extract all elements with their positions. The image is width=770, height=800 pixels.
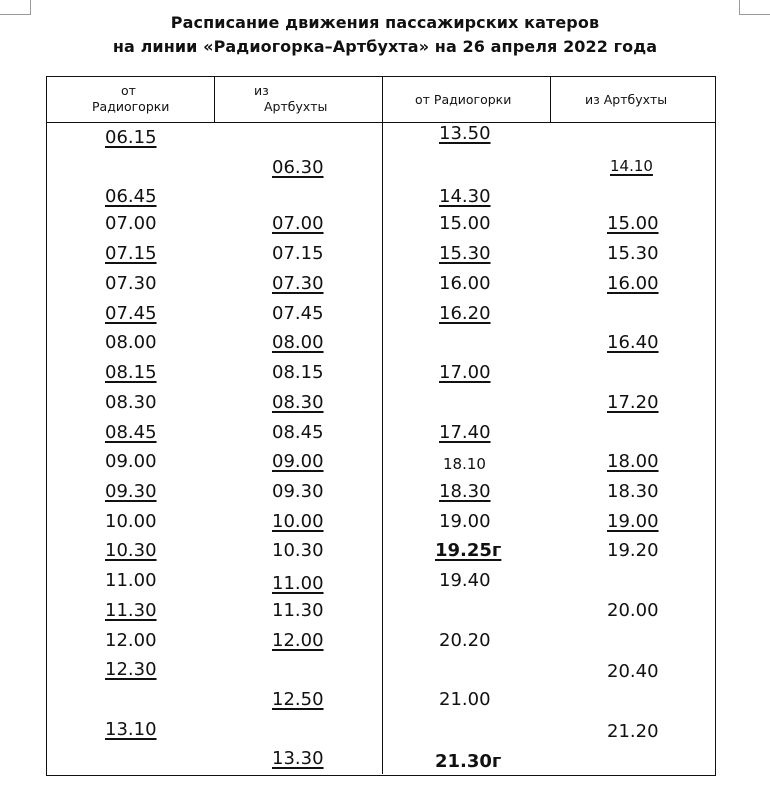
time-cell: 18.00 xyxy=(607,451,659,472)
header-col1 xyxy=(47,77,214,121)
time-cell: 10.00 xyxy=(272,511,324,532)
time-cell: 11.00 xyxy=(272,573,324,594)
time-cell: 18.30 xyxy=(439,481,491,502)
header-col2-line2: Артбухты xyxy=(264,99,328,114)
time-cell: 15.00 xyxy=(607,213,659,234)
time-cell: 20.00 xyxy=(607,600,659,621)
header-col1-line2: Радиогорки xyxy=(92,99,170,114)
header-divider-3 xyxy=(550,77,551,123)
time-cell: 15.30 xyxy=(439,243,491,264)
time-cell: 12.00 xyxy=(105,630,157,651)
time-cell: 13.50 xyxy=(439,123,491,144)
time-cell: 20.20 xyxy=(439,630,491,651)
time-cell: 19.20 xyxy=(607,540,659,561)
time-cell: 16.00 xyxy=(439,273,491,294)
time-cell: 08.30 xyxy=(272,392,324,413)
time-cell: 07.15 xyxy=(272,243,324,264)
time-cell: 14.10 xyxy=(610,157,653,175)
time-cell: 12.30 xyxy=(105,659,157,680)
time-cell: 06.45 xyxy=(105,186,157,207)
time-cell: 12.00 xyxy=(272,630,324,651)
header-col4-label: из Артбухты xyxy=(585,92,668,107)
time-cell: 15.00 xyxy=(439,213,491,234)
header-col4 xyxy=(550,77,715,121)
time-cell: 08.45 xyxy=(105,422,157,443)
time-cell: 17.20 xyxy=(607,392,659,413)
schedule-table xyxy=(46,76,716,776)
time-cell: 08.45 xyxy=(272,422,324,443)
time-cell: 07.45 xyxy=(272,303,324,324)
time-cell: 09.00 xyxy=(105,451,157,472)
time-cell: 07.30 xyxy=(105,273,157,294)
time-cell: 17.00 xyxy=(439,362,491,383)
time-cell: 07.00 xyxy=(272,213,324,234)
time-cell: 08.15 xyxy=(105,362,157,383)
document-title-line1: Расписание движения пассажирских катеров xyxy=(170,13,600,32)
time-cell: 12.50 xyxy=(272,689,324,710)
time-cell: 08.15 xyxy=(272,362,324,383)
time-cell: 14.30 xyxy=(439,186,491,207)
time-cell: 07.30 xyxy=(272,273,324,294)
time-cell: 08.00 xyxy=(105,332,157,353)
time-cell: 21.30г xyxy=(435,751,502,772)
time-cell: 19.25г xyxy=(435,540,502,561)
time-cell: 16.00 xyxy=(607,273,659,294)
header-col1-line1: от xyxy=(121,83,136,98)
time-cell: 11.30 xyxy=(272,600,324,621)
time-cell: 09.30 xyxy=(105,481,157,502)
time-cell: 09.30 xyxy=(272,481,324,502)
time-cell: 13.10 xyxy=(105,719,157,740)
time-cell: 06.15 xyxy=(105,127,157,148)
time-cell: 06.30 xyxy=(272,157,324,178)
time-cell: 11.00 xyxy=(105,570,157,591)
time-cell: 07.00 xyxy=(105,213,157,234)
table-header xyxy=(47,77,715,123)
header-col2 xyxy=(214,77,382,121)
header-col2-line1: из xyxy=(254,83,269,98)
time-cell: 16.20 xyxy=(439,303,491,324)
time-cell: 21.00 xyxy=(439,689,491,710)
time-cell: 10.00 xyxy=(105,511,157,532)
time-cell: 19.00 xyxy=(439,511,491,532)
time-cell: 08.30 xyxy=(105,392,157,413)
time-cell: 20.40 xyxy=(607,661,659,682)
header-col3-label: от Радиогорки xyxy=(415,92,512,107)
time-cell: 21.20 xyxy=(607,721,659,742)
time-cell: 18.30 xyxy=(607,481,659,502)
header-divider-1 xyxy=(214,77,215,123)
time-cell: 09.00 xyxy=(272,451,324,472)
time-cell: 16.40 xyxy=(607,332,659,353)
time-cell: 08.00 xyxy=(272,332,324,353)
time-cell: 07.45 xyxy=(105,303,157,324)
time-cell: 07.15 xyxy=(105,243,157,264)
time-cell: 11.30 xyxy=(105,600,157,621)
header-col3 xyxy=(382,77,550,121)
time-cell: 18.10 xyxy=(443,455,486,473)
time-cell: 10.30 xyxy=(105,540,157,561)
time-cell: 13.30 xyxy=(272,748,324,769)
time-cell: 19.00 xyxy=(607,511,659,532)
time-cell: 17.40 xyxy=(439,422,491,443)
column-divider-2 xyxy=(382,77,383,774)
time-cell: 10.30 xyxy=(272,540,324,561)
document-title-line2: на линии «Радиогорка–Артбухта» на 26 апреля 2022 года xyxy=(112,37,658,56)
time-cell: 15.30 xyxy=(607,243,659,264)
time-cell: 19.40 xyxy=(439,570,491,591)
